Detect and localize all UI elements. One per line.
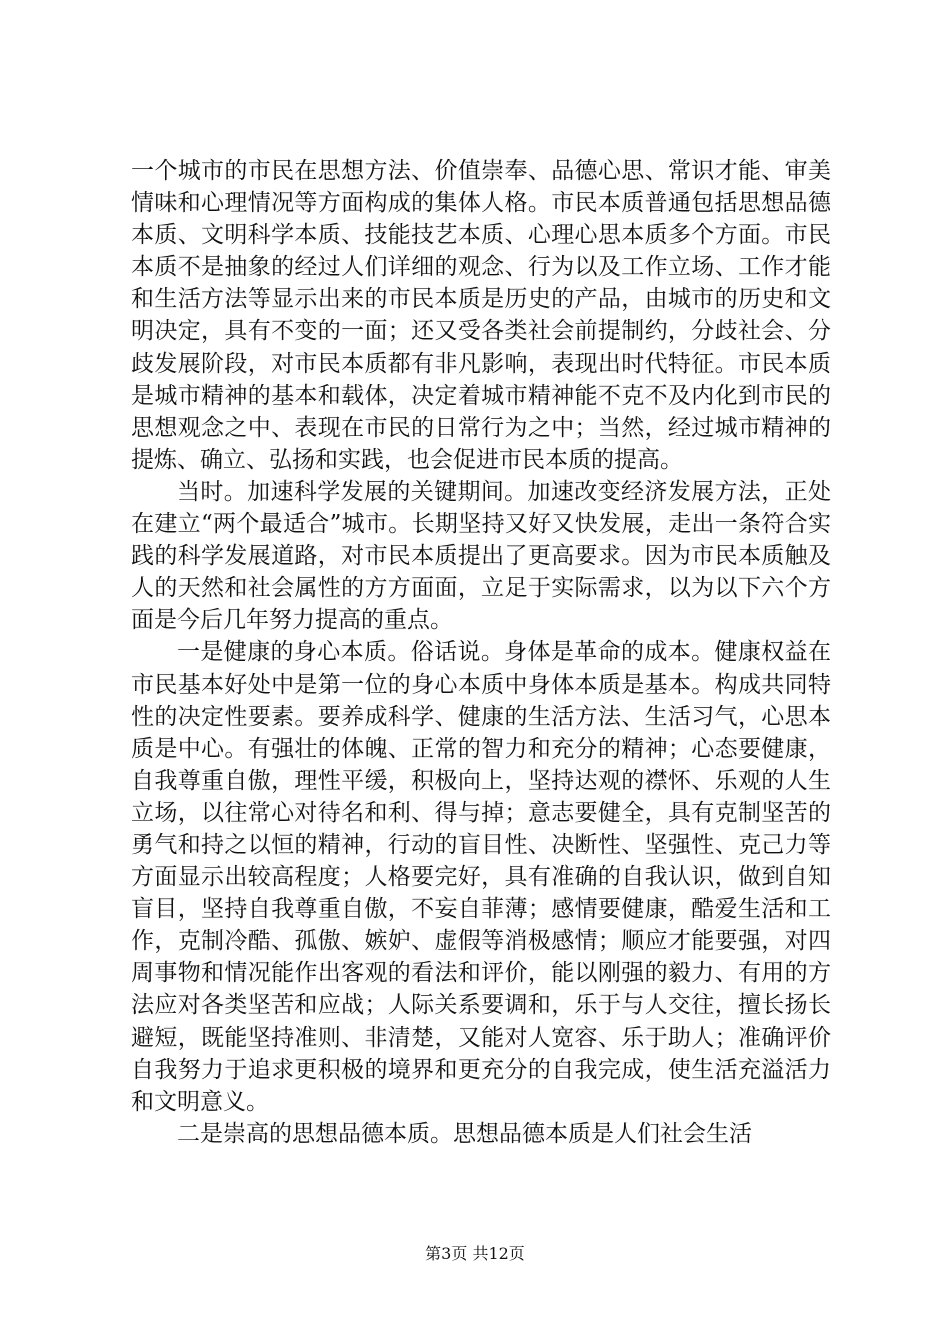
paragraph-2: 当时。加速科学发展的关键期间。加速改变经济发展方法，正处在建立“两个最适合”城市。长期坚持又好又快发展，走出一条符合实践的科学发展道路，对市民本质提出了更高要求。因为市民本质触及人的天然和社会属性的方方面面，立足于实际需求，以为以下六个方面是今后几年努力提高的重点。 <box>131 478 831 634</box>
paragraph-4: 二是崇高的思想品德本质。思想品德本质是人们社会生活 <box>177 1120 752 1147</box>
page-footer: 第3页 共12页 <box>425 1244 525 1263</box>
body-text <box>131 155 831 1150</box>
paragraph-3: 一是健康的身心本质。俗话说。身体是革命的成本。健康权益在市民基本好处中是第一位的身心本质中身体本质是基本。构成共同特性的决定性要素。要养成科学、健康的生活方法、生活习气，心思本质是中心。有强壮的体魄、正常的智力和充分的精神；心态要健康，自我尊重自傲，理性平缓，积极向上，坚持达观的襟怀、乐观的人生立场，以往常心对待名和利、得与掉；意志要健全，具有克制坚苦的勇气和持之以恒的精神，行动的盲目性、决断性、坚强性、克己力等方面显示出较高程度；人格要完好，具有准确的自我认识，做到自知盲目，坚持自我尊重自傲，不妄自菲薄；感情要健康，酷爱生活和工作，克制冷酷、孤傲、嫉妒、虚假等消极感情；顺应才能要强，对四周事物和情况能作出客观的看法和评价，能以刚强的毅力、有用的方法应对各类坚苦和应战；人际关系要调和，乐于与人交往，擅长扬长避短，既能坚持准则、非清楚，又能对人宽容、乐于助人；准确评价自我努力于追求更积极的境界和更充分的自我完成，使生活充溢活力和文明意义。 <box>131 639 831 1115</box>
paragraph-1: 一个城市的市民在思想方法、价值崇奉、品德心思、常识才能、审美情味和心理情况等方面构成的集体人格。市民本质普通包括思想品德本质、文明科学本质、技能技艺本质、心理心思本质多个方面。市民本质不是抽象的经过人们详细的观念、行为以及工作立场、工作才能和生活方法等显示出来的市民本质是历史的产品，由城市的历史和文明决定，具有不变的一面；还又受各类社会前提制约，分歧社会、分歧发展阶段，对市民本质都有非凡影响，表现出时代特征。市民本质是城市精神的基本和载体，决定着城市精神能不克不及内化到市民的思想观念之中、表现在市民的日常行为之中；当然，经过城市精神的提炼、确立、弘扬和实践，也会促进市民本质的提高。 <box>131 158 831 473</box>
